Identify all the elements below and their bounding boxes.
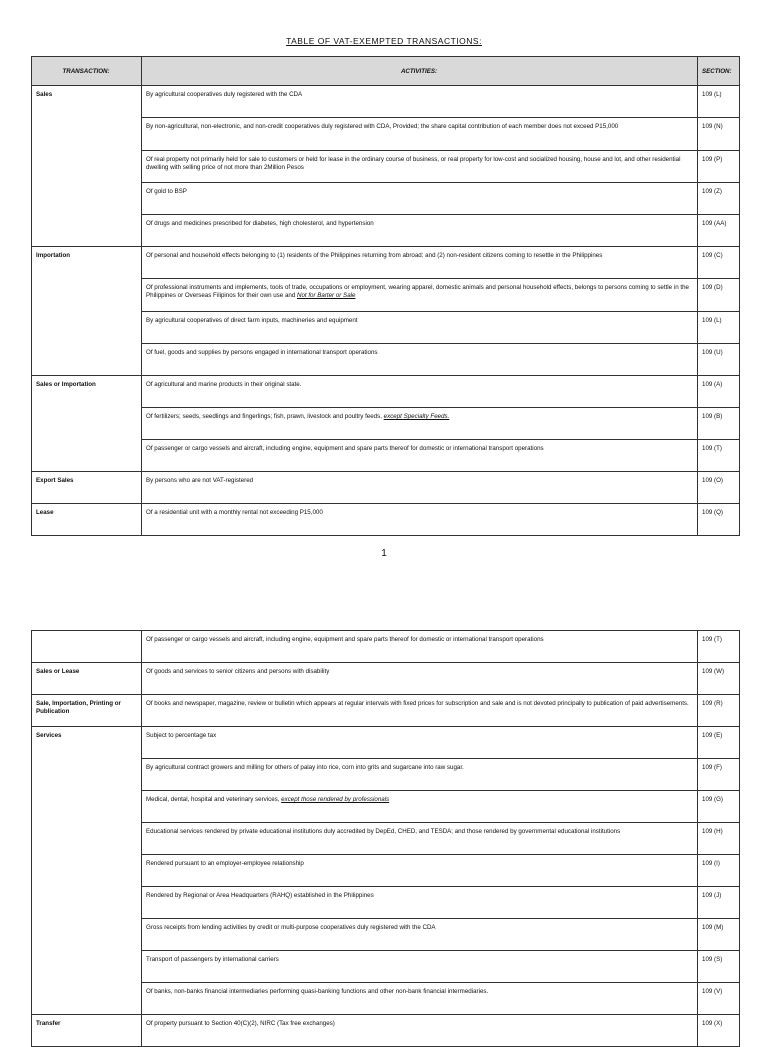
table-row [32, 1015, 740, 1047]
activity-cell [142, 887, 698, 919]
section-cell: 109 (C) [698, 247, 740, 279]
activity-cell [142, 472, 698, 504]
section-cell: 109 (W) [698, 663, 740, 695]
activity-cell [142, 759, 698, 791]
section-cell: 109 (L) [698, 86, 740, 118]
section-cell: 109 (R) [698, 695, 740, 727]
table-row [32, 695, 740, 727]
activity-cell [142, 151, 698, 183]
section-cell: 109 (H) [698, 823, 740, 855]
section-cell: 109 (AA) [698, 215, 740, 247]
section-cell: 109 (V) [698, 983, 740, 1015]
section-cell: 109 (G) [698, 791, 740, 823]
section-cell: 109 (D) [698, 279, 740, 312]
transaction-cell: Services [32, 727, 142, 1015]
section-cell: 109 (X) [698, 1015, 740, 1047]
section-cell: 109 (P) [698, 151, 740, 183]
page-number: 1 [381, 548, 387, 559]
activity-cell [142, 663, 698, 695]
activity-text: Of real property not primarily held for sale to customers or held for lease in the ordinary course of business, or real property for low-cost and socialized housing, house and lot, and other residential dwelling with selling price of not more than 2Million Pesos [146, 156, 681, 171]
activity-cell [142, 279, 698, 312]
transaction-cell: Sales or Importation [32, 376, 142, 472]
transaction-cell: Sale, Importation, Printing or Publication [32, 695, 142, 727]
transaction-cell: Sales [32, 86, 142, 247]
section-cell: 109 (E) [698, 727, 740, 759]
section-cell: 109 (T) [698, 631, 740, 663]
vat-table-page-2 [31, 630, 740, 1047]
activity-text: Educational services rendered by private educational institutions duly accredited by DepEd, CHED, and TESDA; and those rendered by governmental educational institutions [146, 828, 621, 835]
activity-cell [142, 440, 698, 472]
activity-cell [142, 1015, 698, 1047]
activity-cell [142, 823, 698, 855]
table-row [32, 376, 740, 408]
activity-cell [142, 791, 698, 823]
activity-cell [142, 504, 698, 536]
section-cell: 109 (L) [698, 312, 740, 344]
header-activities: ACTIVITIES: [142, 57, 698, 86]
activity-cell [142, 695, 698, 727]
header-section: SECTION: [698, 57, 740, 86]
activity-exception-text: Not for Barter or Sale [296, 292, 356, 299]
transaction-cell: Sales or Lease [32, 663, 142, 695]
section-cell: 109 (U) [698, 344, 740, 376]
activity-cell [142, 118, 698, 151]
activity-text: Of a residential unit with a monthly rental not exceeding P15,000 [146, 509, 323, 516]
activity-text: By agricultural cooperatives of direct farm inputs, machineries and equipment [146, 317, 358, 324]
activity-cell [142, 855, 698, 887]
table-row [32, 631, 740, 663]
activity-text: Of property pursuant to Section 40(C)(2), NIRC (Tax free exchanges) [146, 1020, 335, 1027]
section-cell: 109 (M) [698, 919, 740, 951]
activity-text: By persons who are not VAT-registered [146, 477, 254, 484]
activity-cell [142, 183, 698, 215]
table-row [32, 727, 740, 759]
transaction-cell: Export Sales [32, 472, 142, 504]
transaction-cell: Importation [32, 247, 142, 376]
activity-cell [142, 215, 698, 247]
activity-cell [142, 247, 698, 279]
activity-cell [142, 951, 698, 983]
activity-cell [142, 86, 698, 118]
activity-text: Of drugs and medicines prescribed for diabetes, high cholesterol, and hypertension [146, 220, 374, 227]
activity-text: Of gold to BSP [146, 188, 187, 195]
activity-text: Transport of passengers by international carriers [146, 956, 279, 963]
activity-text: Of agricultural and marine products in their original state. [146, 381, 302, 388]
activity-text: Of goods and services to senior citizens and persons with disability [146, 668, 330, 675]
transaction-cell [32, 631, 142, 663]
section-cell: 109 (T) [698, 440, 740, 472]
activity-text: Of fertilizers; seeds, seedlings and fingerlings; fish, prawn, livestock and poultry feeds, [146, 413, 384, 420]
document-title: TABLE OF VAT-EXEMPTED TRANSACTIONS: [286, 36, 482, 46]
section-cell: 109 (O) [698, 472, 740, 504]
activity-text: Of professional instruments and implements, tools of trade, occupations or employment, wearing apparel, domestic animals and personal household effects, belongs to persons coming to settle in the Philippines or Overseas Filipinos for their own use and [146, 284, 689, 299]
activity-cell [142, 631, 698, 663]
table-row [32, 86, 740, 118]
section-cell: 109 (B) [698, 408, 740, 440]
section-cell: 109 (N) [698, 118, 740, 151]
activity-text: By non-agricultural, non-electronic, and non-credit cooperatives duly registered with CDA, Provided; the share capital contribution of each member does not exceed P15,000 [146, 123, 619, 130]
activity-exception-text: except those rendered by professionals [281, 796, 390, 803]
activity-text: Of banks, non-banks financial intermediaries performing quasi-banking functions and other non-bank financial intermediaries. [146, 988, 489, 995]
activity-text: By agricultural cooperatives duly registered with the CDA [146, 91, 303, 98]
activity-text: Of personal and household effects belonging to (1) residents of the Philippines returning from abroad; and (2) non-resident citizens coming to resettle in the Philippines [146, 252, 603, 259]
section-cell: 109 (I) [698, 855, 740, 887]
table-row [32, 663, 740, 695]
header-transaction: TRANSACTION: [32, 57, 142, 86]
section-cell: 109 (Q) [698, 504, 740, 536]
activity-text: Of passenger or cargo vessels and aircraft, including engine, equipment and spare parts thereof for domestic or international transport operations [146, 445, 544, 452]
activity-text: Of books and newspaper, magazine, review or bulletin which appears at regular intervals with fixed prices for subscription and sale and is not devoted principally to publication of paid advertisements. [146, 700, 689, 707]
section-cell: 109 (S) [698, 951, 740, 983]
section-cell: 109 (J) [698, 887, 740, 919]
activity-cell [142, 727, 698, 759]
activity-exception-text: except Specialty Feeds. [383, 413, 450, 420]
table-row [32, 472, 740, 504]
activity-text: Gross receipts from lending activities by credit or multi-purpose cooperatives duly registered with the CDA [146, 924, 436, 931]
vat-table-page-1 [31, 56, 740, 536]
section-cell: 109 (Z) [698, 183, 740, 215]
activity-text: Rendered by Regional or Area Headquarters (RAHQ) established in the Philippines [146, 892, 374, 899]
activity-text: Of fuel, goods and supplies by persons engaged in international transport operations [146, 349, 378, 356]
activity-cell [142, 312, 698, 344]
section-cell: 109 (A) [698, 376, 740, 408]
activity-cell [142, 344, 698, 376]
activity-text: By agricultural contract growers and milling for others of palay into rice, corn into grits and sugarcane into raw sugar. [146, 764, 464, 771]
section-cell: 109 (F) [698, 759, 740, 791]
activity-text: Medical, dental, hospital and veterinary services, [146, 796, 282, 803]
activity-text: Of passenger or cargo vessels and aircraft, including engine, equipment and spare parts thereof for domestic or international transport operations [146, 636, 544, 643]
activity-text: Subject to percentage tax [146, 732, 217, 739]
transaction-cell: Transfer [32, 1015, 142, 1047]
activity-cell [142, 983, 698, 1015]
activity-text: Rendered pursuant to an employer-employee relationship [146, 860, 304, 867]
transaction-cell: Lease [32, 504, 142, 536]
activity-cell [142, 376, 698, 408]
activity-cell [142, 408, 698, 440]
table-row [32, 504, 740, 536]
activity-cell [142, 919, 698, 951]
table-row [32, 247, 740, 279]
